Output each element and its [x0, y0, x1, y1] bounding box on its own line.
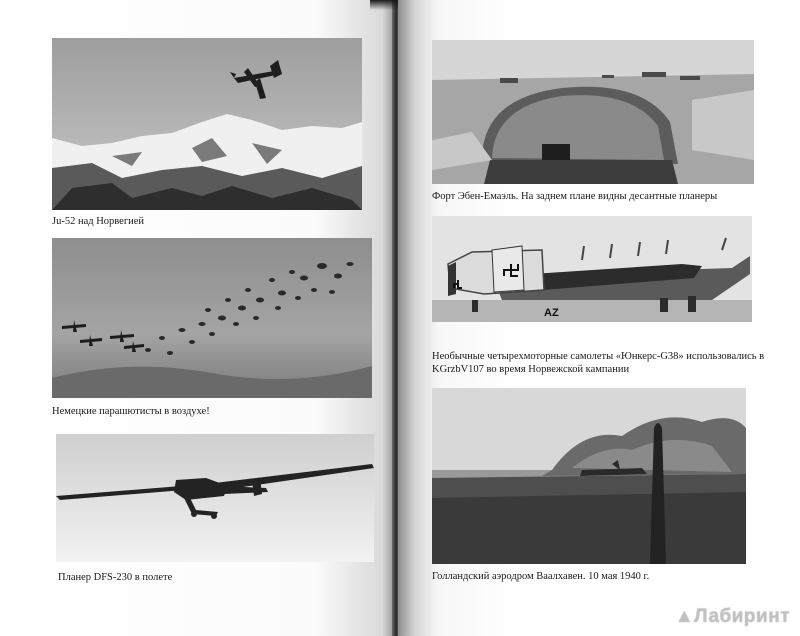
labirint-watermark [675, 606, 790, 628]
photo-paratroopers [52, 238, 372, 398]
photo-fort-eben-emael [432, 40, 754, 184]
caption-junkers-g38-line1: Необычные четырехмоторные самолеты «Юнкерс-G38» использовались в [432, 351, 765, 362]
caption-ju52: Ju-52 над Норвегией [52, 216, 145, 227]
labirint-logo-icon: ▲ [674, 606, 695, 627]
aircraft-marking-text: AZ [544, 307, 559, 319]
caption-dfs230: Планер DFS-230 в полете [58, 572, 173, 583]
caption-paratroopers: Немецкие парашютисты в воздухе! [52, 406, 210, 417]
watermark-text: Лабиринт [694, 606, 790, 627]
caption-junkers-g38-line2: KGrzbV107 во время Норвежской кампании [432, 364, 630, 375]
caption-eben-emael: Форт Эбен-Емаэль. На заднем плане видны десантные планеры [432, 191, 718, 202]
photo-junkers-g38 [432, 216, 752, 322]
left-page [0, 0, 394, 636]
photo-dfs230-glider [56, 434, 374, 562]
photo-waalhaven-airfield [432, 388, 746, 564]
right-page [398, 0, 800, 636]
caption-waalhaven: Голландский аэродром Ваалхавен. 10 мая 1940 г. [432, 571, 650, 582]
photo-ju52-over-norway [52, 38, 362, 210]
